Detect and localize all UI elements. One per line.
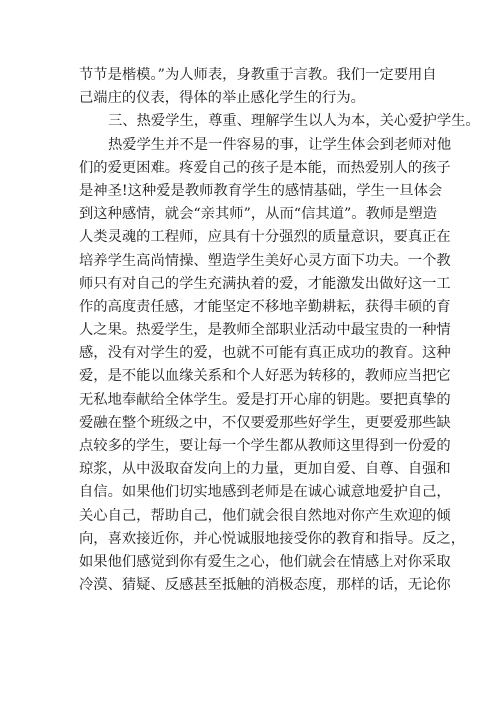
section-heading: 三、热爱学生，尊重、理解学生以人为本，关心爱护学生。	[108, 113, 480, 130]
text-line: 向，喜欢接近你，并心悦诚服地接受你的教育和指导。反之，	[79, 530, 466, 547]
text-line: 师只有对自己的学生充满执着的爱，才能激发出做好这一工	[79, 275, 451, 292]
text-line: 是神圣!这种爱是教师教育学生的感情基础，学生一旦体会	[79, 182, 443, 199]
text-line: 点较多的学生，要让每一个学生都从教师这里得到一份爱的	[79, 438, 451, 454]
text-line: 无私地奉献给全体学生。爱是打开心扉的钥匙。要把真挚的	[79, 391, 451, 408]
text-line: 爱融在整个班级之中，不仅要爱那些好学生，更要爱那些缺	[79, 414, 451, 431]
text-line: 琼浆，从中汲取奋发向上的力量，更加自爱、自尊、自强和	[79, 461, 451, 478]
text-line: 如果他们感觉到你有爱生之心，他们就会在情感上对你采取	[79, 553, 451, 570]
text-line: 热爱学生并不是一件容易的事，让学生体会到老师对他	[108, 136, 452, 153]
text-line: 节节是楷模。”为人师表，身教重于言教。我们一定要用自	[79, 67, 437, 83]
text-line: 关心自己，帮助自己，他们就会很自然地对你产生欢迎的倾	[79, 507, 451, 524]
document-body	[79, 64, 480, 597]
text-line: 冷漠、猜疑、反感甚至抵触的消极态度，那样的话，无论你	[79, 577, 451, 594]
text-line: 人类灵魂的工程师，应具有十分强烈的质量意识，要真正在	[79, 229, 451, 246]
text-line: 己端庄的仪表，得体的举止感化学生的行为。	[79, 90, 365, 107]
text-line: 爱，是不能以血缘关系和个人好恶为转移的，教师应当把它	[79, 368, 451, 385]
text-line: 培养学生高尚情操、塑造学生美好心灵方面下功夫。一个教	[79, 252, 451, 269]
text-line: 自信。如果他们切实地感到老师是在诚心诚意地爱护自己，	[79, 484, 451, 501]
text-line: 作的高度责任感，才能坚定不移地辛勤耕耘，获得丰硕的育	[79, 298, 451, 315]
text-line: 们的爱更困难。疼爱自己的孩子是本能，而热爱别人的孩子	[79, 159, 451, 176]
text-line: 人之果。热爱学生，是教师全部职业活动中最宝贵的一种情	[79, 322, 451, 339]
text-line: 感，没有对学生的爱，也就不可能有真正成功的教育。这种	[79, 345, 451, 362]
text-line: 到这种感情，就会“亲其师”，从而“信其道”。教师是塑造	[79, 206, 438, 223]
